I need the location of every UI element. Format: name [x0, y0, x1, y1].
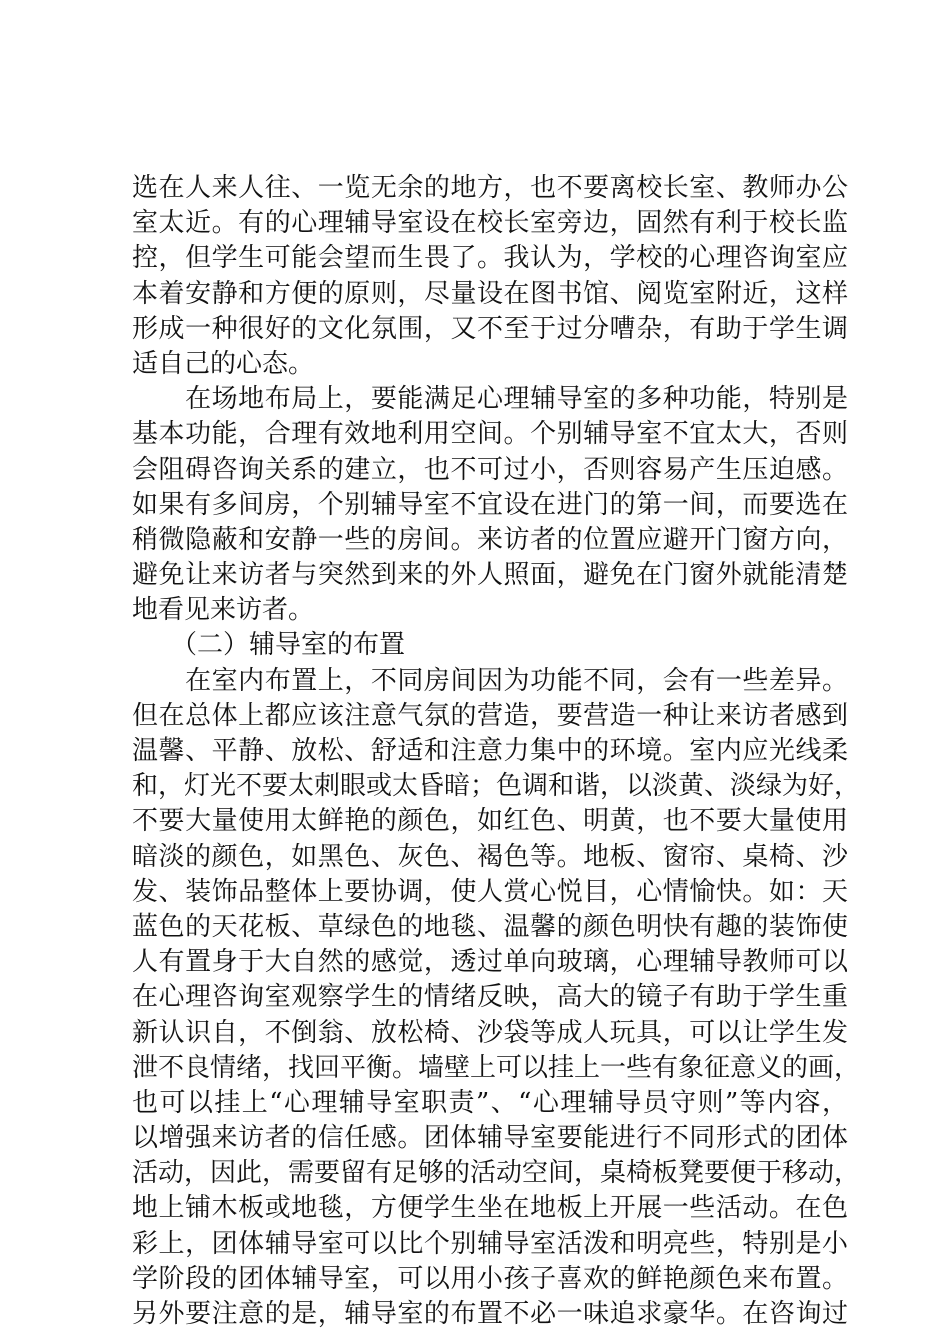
text-line: 学阶段的团体辅导室，可以用小孩子喜欢的鲜艳颜色来布置。: [132, 1263, 848, 1294]
text-line: 适自己的心态。: [132, 348, 315, 379]
text-line: 在室内布置上，不同房间因为功能不同，会有一些差异。: [132, 665, 848, 696]
section-heading: （二）辅导室的布置: [132, 630, 406, 661]
text-line: 室太近。有的心理辅导室设在校长室旁边，固然有利于校长监: [132, 208, 848, 239]
text-line: 发、装饰品整体上要协调，使人赏心悦目，心情愉快。如：天: [132, 876, 848, 907]
text-line: 地上铺木板或地毯，方便学生坐在地板上开展一些活动。在色: [132, 1193, 848, 1224]
text-line: 形成一种很好的文化氛围，又不至于过分嘈杂，有助于学生调: [132, 313, 848, 344]
text-line: 稍微隐蔽和安静一些的房间。来访者的位置应避开门窗方向，: [132, 524, 848, 555]
document-body: [132, 171, 861, 1332]
text-line: 新认识自，不倒翁、放松椅、沙袋等成人玩具，可以让学生发: [132, 1017, 848, 1048]
text-line: 人有置身于大自然的感觉，透过单向玻璃，心理辅导教师可以: [132, 947, 848, 978]
text-line: 温馨、平静、放松、舒适和注意力集中的环境。室内应光线柔: [132, 736, 848, 766]
text-line: 蓝色的天花板、草绿色的地毯、温馨的颜色明快有趣的装饰使: [132, 911, 848, 942]
text-line: 基本功能，合理有效地利用空间。个别辅导室不宜太大，否则: [132, 419, 848, 450]
text-line: 不要大量使用太鲜艳的颜色，如红色、明黄，也不要大量使用: [132, 806, 848, 837]
text-line: 控，但学生可能会望而生畏了。我认为，学校的心理咨询室应: [132, 243, 848, 274]
text-line: 另外要注意的是，辅导室的布置不必一味追求豪华。在咨询过: [132, 1299, 848, 1329]
text-line: 但在总体上都应该注意气氛的营造，要营造一种让来访者感到: [132, 700, 848, 731]
text-line: 本着安静和方便的原则，尽量设在图书馆、阅览室附近，这样: [132, 278, 848, 309]
text-line: 活动，因此，需要留有足够的活动空间，桌椅板凳要便于移动，: [132, 1158, 861, 1189]
text-line: 会阻碍咨询关系的建立，也不可过小，否则容易产生压迫感。: [132, 454, 848, 485]
text-line: 泄不良情绪，找回平衡。墙壁上可以挂上一些有象征意义的画，: [132, 1052, 861, 1083]
text-line: 避免让来访者与突然到来的外人照面，避免在门窗外就能清楚: [132, 560, 848, 591]
text-line: 以增强来访者的信任感。团体辅导室要能进行不同形式的团体: [132, 1123, 848, 1154]
text-line: 也可以挂上“心理辅导室职责”、“心理辅导员守则”等内容，: [132, 1087, 848, 1118]
text-line: 暗淡的颜色，如黑色、灰色、褐色等。地板、窗帘、桌椅、沙: [132, 841, 848, 872]
text-line: 和，灯光不要太刺眼或太昏暗；色调和谐，以淡黄、淡绿为好，: [132, 771, 861, 802]
text-line: 如果有多间房，个别辅导室不宜设在进门的第一间，而要选在: [132, 489, 848, 520]
text-line: 在场地布局上，要能满足心理辅导室的多种功能，特别是: [132, 384, 848, 415]
text-line: 在心理咨询室观察学生的情绪反映，高大的镜子有助于学生重: [132, 982, 848, 1013]
text-line: 彩上，团体辅导室可以比个别辅导室活泼和明亮些，特别是小: [132, 1228, 848, 1259]
text-line: 地看见来访者。: [132, 595, 315, 626]
text-line: 选在人来人往、一览无余的地方，也不要离校长室、教师办公: [132, 173, 848, 203]
